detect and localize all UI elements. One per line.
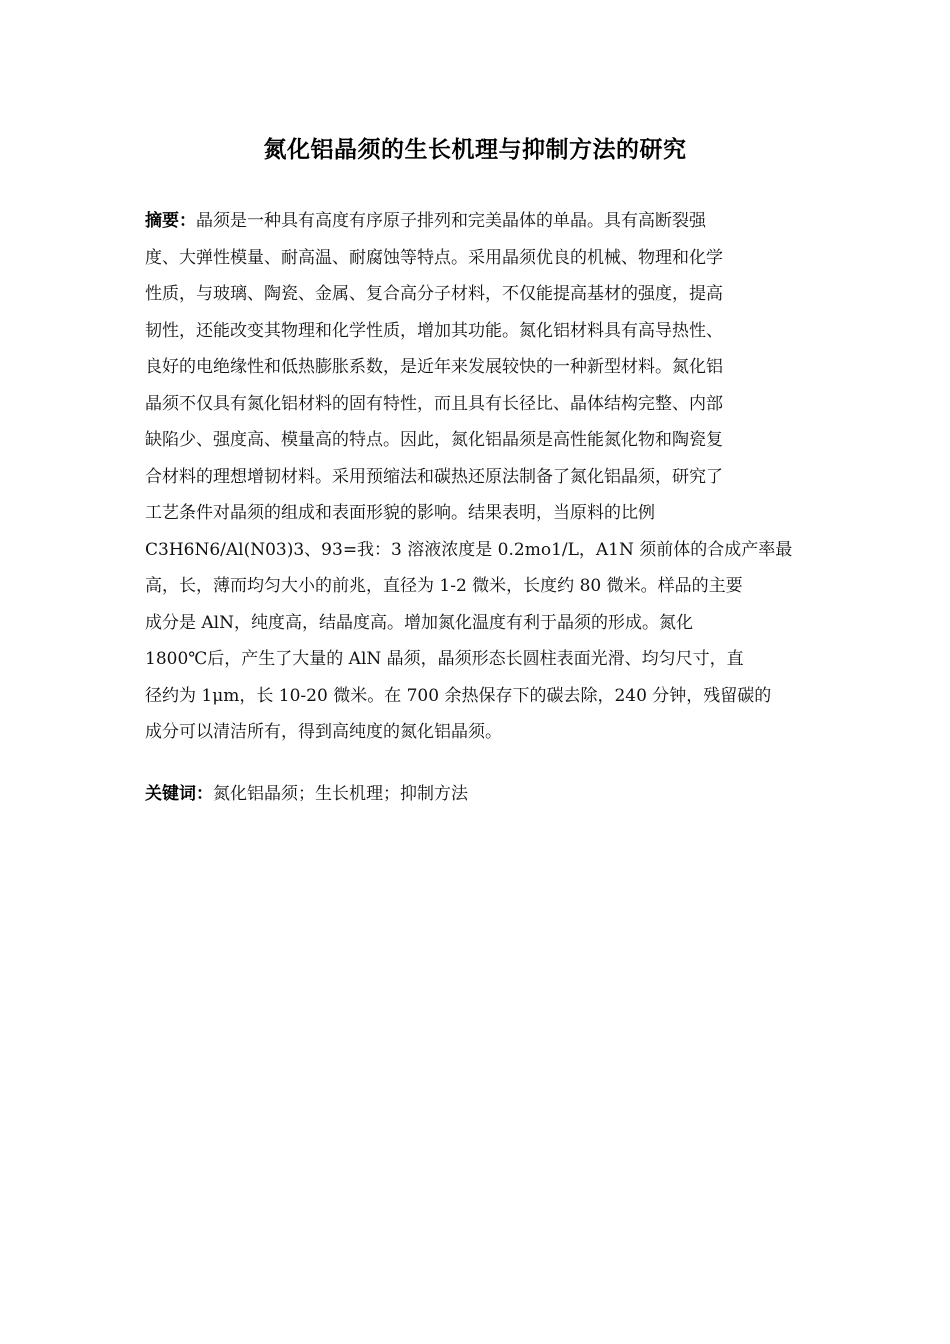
keywords-section	[145, 776, 805, 812]
abstract-line: 良好的电绝缘性和低热膨胀系数，是近年来发展较快的一种新型材料。氮化铝	[145, 357, 723, 377]
abstract-line: 工艺条件对晶须的组成和表面形貌的影响。结果表明，当原料的比例	[145, 503, 655, 523]
abstract-line: 韧性，还能改变其物理和化学性质，增加其功能。氮化铝材料具有高导热性、	[145, 320, 723, 341]
abstract-line: 成分是 AlN，纯度高，结晶度高。增加氮化温度有利于晶须的形成。氮化	[145, 612, 693, 633]
document-title: 氮化铝晶须的生长机理与抑制方法的研究	[263, 137, 687, 163]
abstract-line: 性质，与玻璃、陶瓷、金属、复合高分子材料，不仅能提高基材的强度，提高	[145, 284, 723, 304]
abstract-line: 合材料的理想增韧材料。采用预缩法和碳热还原法制备了氮化铝晶须，研究了	[145, 466, 723, 487]
keywords-text: 氮化铝晶须；生长机理；抑制方法	[213, 784, 468, 804]
keywords-label: 关键词：	[145, 784, 213, 804]
abstract-line: 晶须不仅具有氮化铝材料的固有特性，而且具有长径比、晶体结构完整、内部	[145, 393, 723, 414]
abstract-line: 成分可以清洁所有，得到高纯度的氮化铝晶须。	[145, 722, 502, 742]
abstract-text: 晶须是一种具有高度有序原子排列和完美晶体的单晶。具有高断裂强	[196, 211, 706, 231]
abstract-line: 度、大弹性模量、耐高温、耐腐蚀等特点。采用晶须优良的机械、物理和化学	[145, 247, 723, 268]
abstract-line: 高，长，薄而均匀大小的前兆，直径为 1-2 微米，长度约 80 微米。样品的主要	[145, 576, 743, 596]
abstract-line: 1800℃后，产生了大量的 AlN 晶须，晶须形态长圆柱表面光滑、均匀尺寸，直	[145, 649, 744, 669]
abstract-line: 径约为 1μm，长 10-20 微米。在 700 余热保存下的碳去除，240 分钟，残留碳的	[145, 685, 772, 706]
abstract-line: C3H6N6/Al(N03)3、93=我：3 溶液浓度是 0.2mo1/L，A1N 须前体的合成产率最	[145, 539, 793, 560]
abstract-label: 摘要：	[145, 211, 196, 231]
abstract-section	[145, 203, 805, 751]
abstract-line-1	[145, 203, 805, 240]
abstract-line: 缺陷少、强度高、模量高的特点。因此，氮化铝晶须是高性能氮化物和陶瓷复	[145, 430, 723, 450]
